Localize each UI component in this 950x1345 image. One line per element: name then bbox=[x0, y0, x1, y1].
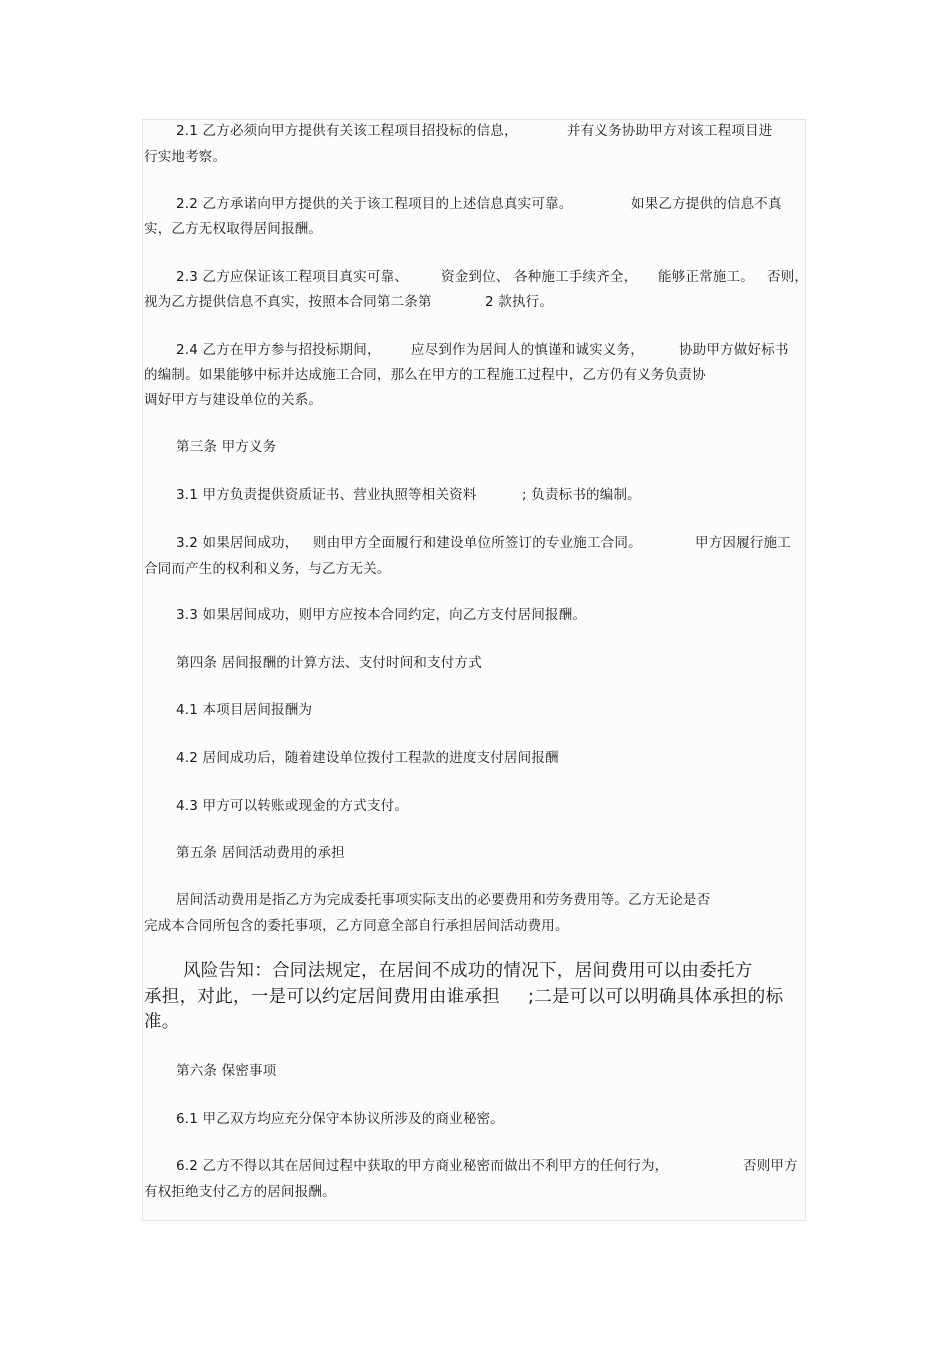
article-5-para-line2: 完成本合同所包含的委托事项，乙方同意全部自行承担居间活动费用。 bbox=[144, 918, 569, 934]
clause-2-3-line2: 视为乙方提供信息不真实，按照本合同第二条第 bbox=[144, 294, 432, 310]
clause-2-1-line2: 行实地考察。 bbox=[144, 149, 227, 165]
clause-3-2-line2: 合同而产生的权利和义务，与乙方无关。 bbox=[144, 561, 391, 577]
clause-2-4-line1-b: 应尽到作为居间人的慎谨和诚实义务， bbox=[411, 342, 644, 358]
clause-3-3: 3.3 如果居间成功，则甲方应按本合同约定，向乙方支付居间报酬。 bbox=[176, 607, 587, 623]
clause-2-3-line1-d: 否则， bbox=[767, 269, 809, 285]
clause-2-4-line3: 调好甲方与建设单位的关系。 bbox=[144, 392, 323, 408]
article-6-heading: 第六条 保密事项 bbox=[176, 1063, 277, 1079]
article-5-para-line1: 居间活动费用是指乙方为完成委托事项实际支出的必要费用和劳务费用等。乙方无论是否 bbox=[176, 892, 711, 908]
risk-notice-line2: 承担，对此，一是可以约定居间费用由谁承担 bbox=[144, 987, 500, 1007]
clause-4-3: 4.3 甲方可以转账或现金的方式支付。 bbox=[176, 798, 409, 814]
clause-3-2-line1-b: 则由甲方全面履行和建设单位所签订的专业施工合同。 bbox=[313, 535, 642, 551]
risk-notice-line3: 准。 bbox=[144, 1012, 180, 1032]
clause-2-1-line1-cont: 并有义务协助甲方对该工程项目进 bbox=[567, 123, 773, 139]
clause-2-1-line1: 2.1 乙方必须向甲方提供有关该工程项目招投标的信息， bbox=[176, 123, 518, 139]
clause-6-2-line1-b: 否则甲方 bbox=[743, 1158, 798, 1174]
clause-2-4-line1: 2.4 乙方在甲方参与招投标期间， bbox=[176, 342, 381, 358]
clause-2-4-line2: 的编制。如果能够中标并达成施工合同，那么在甲方的工程施工过程中，乙方仍有义务负责协 bbox=[144, 367, 706, 383]
clause-2-3-line1-b: 资金到位、 各种施工手续齐全， bbox=[441, 269, 638, 285]
article-5-heading: 第五条 居间活动费用的承担 bbox=[176, 845, 345, 861]
risk-notice-line2-b: ;二是可以可以明确具体承担的标 bbox=[528, 987, 784, 1007]
clause-2-2-line1-cont: 如果乙方提供的信息不真 bbox=[631, 196, 782, 212]
clause-3-1-line1-b: ; 负责标书的编制。 bbox=[522, 487, 641, 503]
risk-notice-line1: 风险告知：合同法规定，在居间不成功的情况下，居间费用可以由委托方 bbox=[183, 961, 753, 981]
clause-2-3-line1-c: 能够正常施工。 bbox=[658, 269, 754, 285]
clause-6-2-line1: 6.2 乙方不得以其在居间过程中获取的甲方商业秘密而做出不利甲方的任何行为， bbox=[176, 1158, 669, 1174]
clause-4-2: 4.2 居间成功后，随着建设单位拨付工程款的进度支付居间报酬 bbox=[176, 750, 559, 766]
clause-2-3-line1: 2.3 乙方应保证该工程项目真实可靠、 bbox=[176, 269, 409, 285]
clause-2-2-line1: 2.2 乙方承诺向甲方提供的关于该工程项目的上述信息真实可靠。 bbox=[176, 196, 573, 212]
clause-6-1: 6.1 甲乙双方均应充分保守本协议所涉及的商业秘密。 bbox=[176, 1111, 504, 1127]
clause-3-2-line1: 3.2 如果居间成功， bbox=[176, 535, 299, 551]
article-4-heading: 第四条 居间报酬的计算方法、支付时间和支付方式 bbox=[176, 655, 482, 671]
clause-2-4-line1-c: 协助甲方做好标书 bbox=[679, 342, 789, 358]
clause-4-1: 4.1 本项目居间报酬为 bbox=[176, 702, 313, 718]
clause-2-2-line2: 实，乙方无权取得居间报酬。 bbox=[144, 221, 323, 237]
clause-3-2-line1-c: 甲方因履行施工 bbox=[695, 535, 791, 551]
clause-2-3-line2-b: 2 款执行。 bbox=[485, 294, 554, 310]
article-3-heading: 第三条 甲方义务 bbox=[176, 439, 277, 455]
clause-6-2-line2: 有权拒绝支付乙方的居间报酬。 bbox=[144, 1184, 336, 1200]
clause-3-1-line1: 3.1 甲方负责提供资质证书、营业执照等相关资料 bbox=[176, 487, 477, 503]
